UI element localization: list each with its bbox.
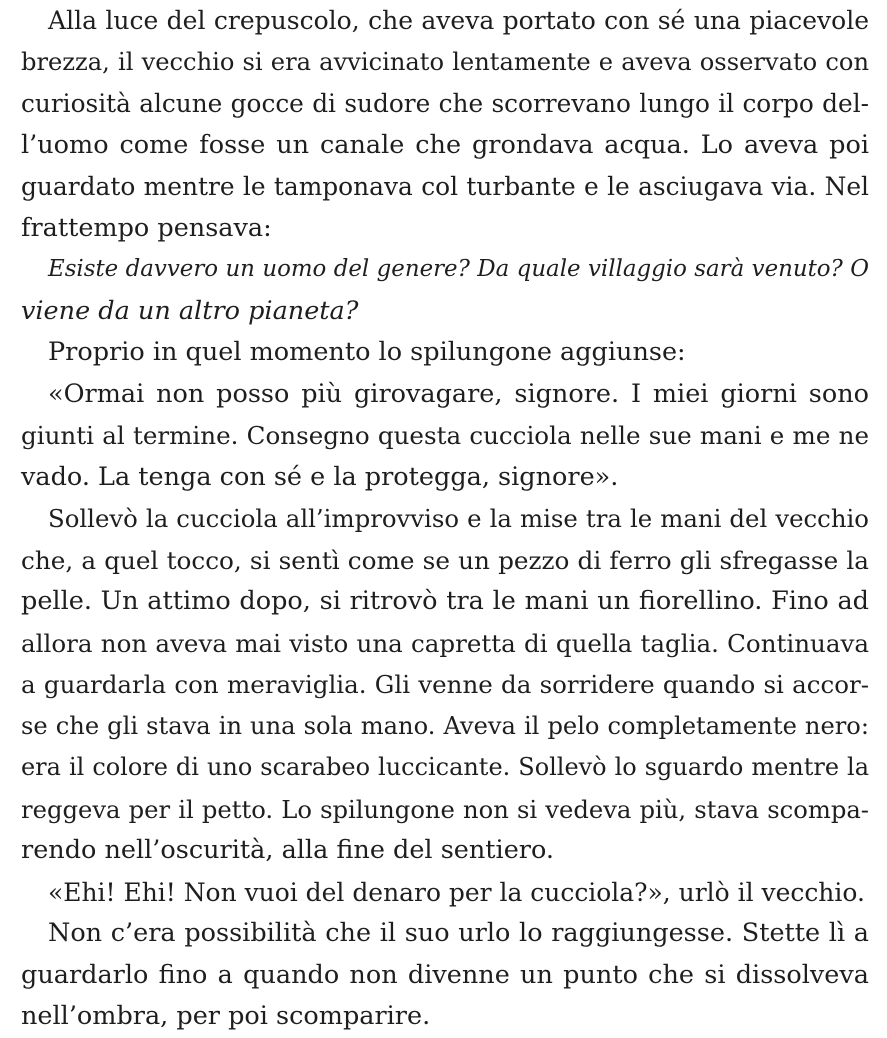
text-line: nell’ombra, per poi scomparire. (21, 1001, 431, 1031)
text-line: Sollevò la cucciola all’improvviso e la mise tra le mani del vecchio (48, 504, 869, 533)
text-line: Esiste davvero un uomo del genere? Da quale villaggio sarà venuto? O (48, 256, 869, 282)
text-line: frattempo pensava: (21, 212, 272, 243)
text-line: guardarlo fino a quando non divenne un punto che si dissolveva (21, 959, 869, 990)
text-line: l’uomo come fosse un canale che grondava acqua. Lo aveva poi (21, 129, 869, 160)
text-line: se che gli stava in una sola mano. Aveva il pelo completamente nero: (21, 711, 869, 740)
text-line: Alla luce del crepuscolo, che aveva portato con sé una piacevole (48, 6, 869, 35)
text-line: Non c’era possibilità che il suo urlo lo raggiungesse. Stette lì a (48, 918, 869, 948)
text-line: brezza, il vecchio si era avvicinato lentamente e aveva osservato con (21, 47, 869, 76)
text-line: viene da un altro pianeta? (21, 295, 359, 326)
text-line: «Ormai non posso più girovagare, signore. I miei giorni sono (48, 378, 869, 409)
text-line: a guardarla con meraviglia. Gli venne da sorridere quando si accor- (21, 670, 869, 699)
text-line: che, a quel tocco, si sentì come se un pezzo di ferro gli sfregasse la (21, 545, 869, 575)
text-line: reggeva per il petto. Lo spilungone non si vedeva più, stava scompa- (21, 794, 869, 824)
text-line: «Ehi! Ehi! Non vuoi del denaro per la cucciola?», urlò il vecchio. (48, 877, 865, 907)
body-text (21, 0, 869, 1038)
text-line: curiosità alcune gocce di sudore che scorrevano lungo il corpo del- (21, 89, 869, 118)
text-line: Proprio in quel momento lo spilungone aggiunse: (48, 337, 686, 367)
text-line: guardato mentre le tamponava col turbante e le asciugava via. Nel (21, 172, 869, 201)
text-line: pelle. Un attimo dopo, si ritrovò tra le mani un fiorellino. Fino ad (21, 586, 869, 616)
text-line: rendo nell’oscurità, alla fine del sentiero. (21, 835, 554, 865)
text-line: allora non aveva mai visto una capretta di quella taglia. Continuava (21, 628, 869, 658)
text-line: vado. La tenga con sé e la protegga, signore». (21, 461, 619, 492)
text-line: era il colore di uno scarabeo luccicante. Sollevò lo sguardo mentre la (21, 753, 869, 781)
text-line: giunti al termine. Consegno questa cucciola nelle sue mani e me ne (21, 421, 869, 450)
